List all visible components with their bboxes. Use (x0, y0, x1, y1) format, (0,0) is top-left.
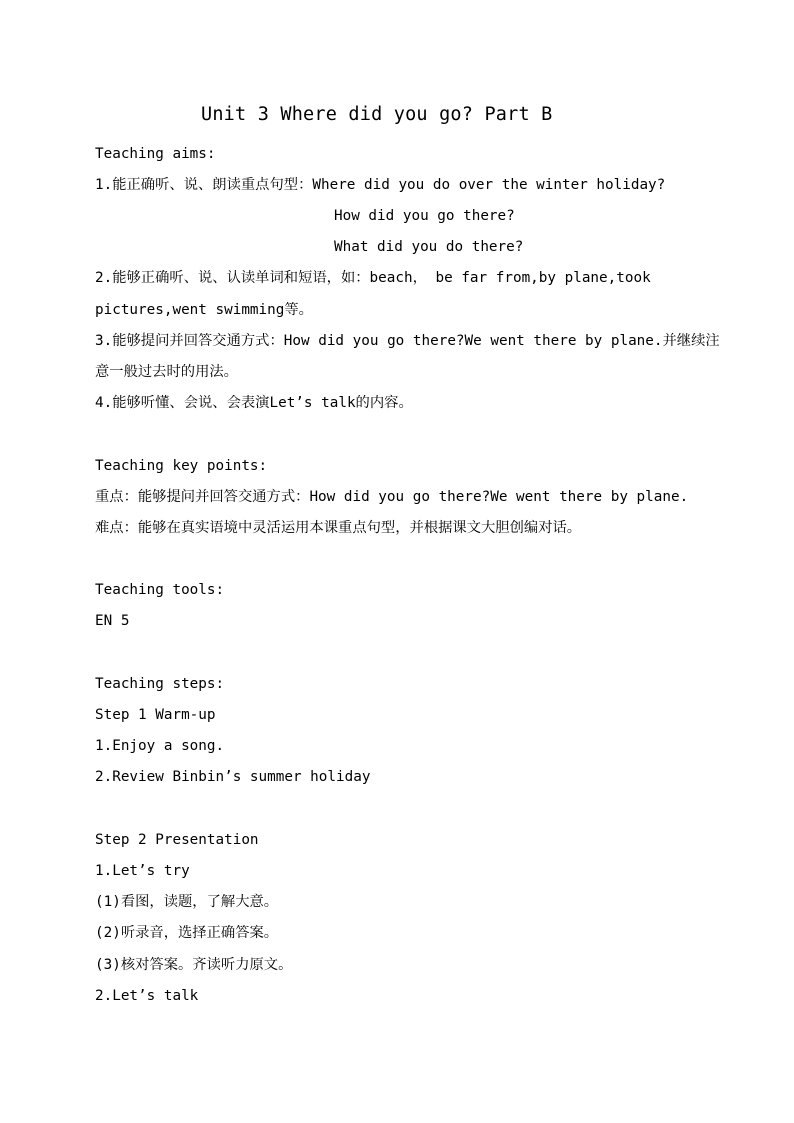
step-2-sub-2: (2)听录音，选择正确答案。 (95, 925, 279, 941)
step-2-title: Step 2 Presentation (95, 832, 259, 848)
tools-value: EN 5 (95, 613, 130, 629)
aims-item-1-line-3: What did you do there? (334, 239, 524, 255)
step-1-item-2: 2.Review Binbin’s summer holiday (95, 769, 371, 785)
aims-heading: Teaching aims: (95, 146, 216, 162)
document-title: Unit 3 Where did you go? Part B (201, 104, 553, 125)
step-2-sub-3: (3)核对答案。齐读听力原文。 (95, 957, 293, 973)
step-1-item-1: 1.Enjoy a song. (95, 738, 225, 754)
step-2-item-2: 2.Let’s talk (95, 988, 199, 1004)
tools-heading: Teaching tools: (95, 582, 225, 598)
aims-item-1-line-2: How did you go there? (334, 208, 515, 224)
key-points-heading: Teaching key points: (95, 458, 268, 474)
key-point-important: 重点：能够提问并回答交通方式：How did you go there?We went there by plane. (95, 489, 689, 505)
aims-item-1: 1.能正确听、说、朗读重点句型：Where did you do over the winter holiday? (95, 177, 666, 193)
aims-item-4: 4.能够听懂、会说、会表演Let’s talk的内容。 (95, 395, 413, 411)
aims-item-2: 2.能够正确听、说、认读单词和短语，如：beach， be far from,by plane,took (95, 270, 651, 286)
aims-item-3: 3.能够提问并回答交通方式：How did you go there?We went there by plane.并继续注 (95, 333, 720, 349)
step-1-title: Step 1 Warm-up (95, 707, 216, 723)
aims-item-3-continued: 意一般过去时的用法。 (95, 364, 238, 380)
step-2-sub-1: (1)看图，读题，了解大意。 (95, 894, 279, 910)
steps-heading: Teaching steps: (95, 676, 225, 692)
step-2-item-1: 1.Let’s try (95, 863, 190, 879)
aims-item-2-continued: pictures,went swimming等。 (95, 302, 313, 318)
key-point-difficult: 难点：能够在真实语境中灵活运用本课重点句型，并根据课文大胆创编对话。 (95, 520, 582, 536)
